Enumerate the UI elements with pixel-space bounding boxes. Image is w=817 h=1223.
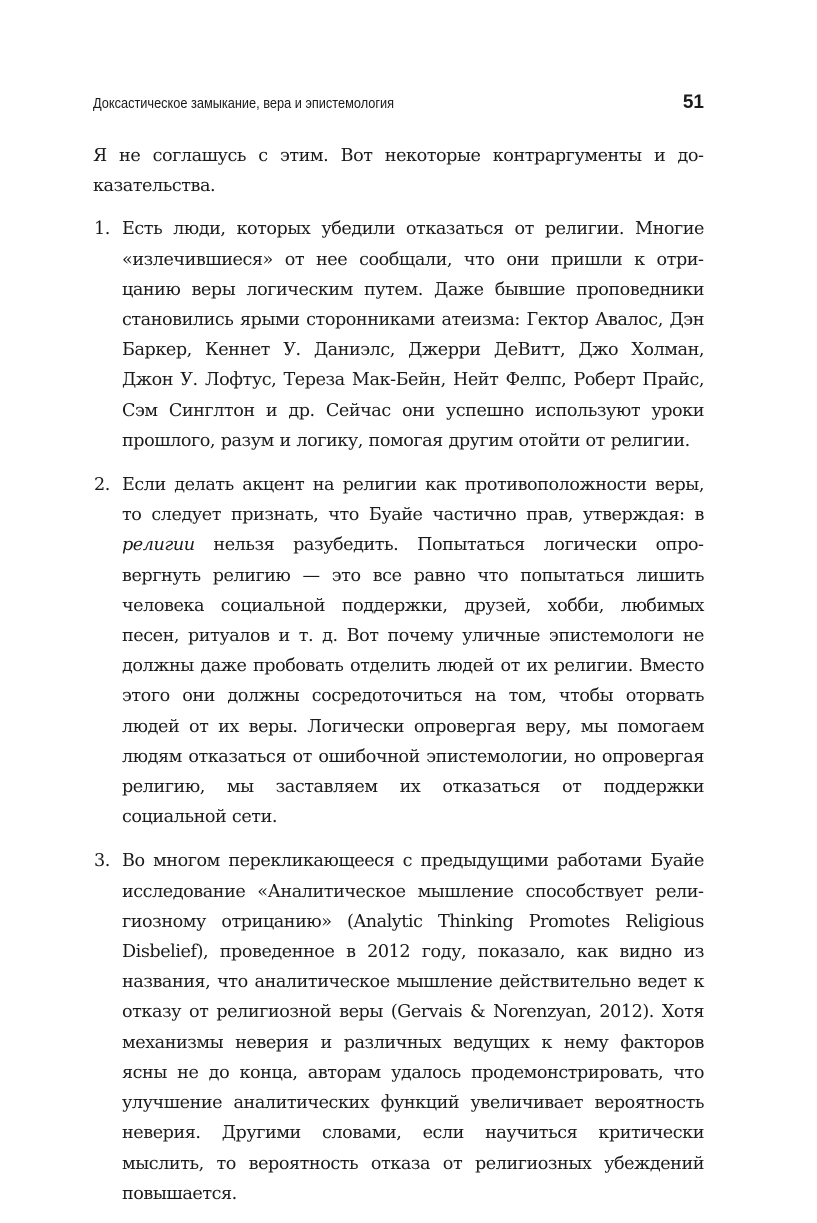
list-item-text [122, 470, 704, 832]
list-item-number: 2. [94, 475, 110, 496]
argument-list [93, 214, 704, 1209]
list-item-text-start: Если делать акцент на религии как противоположности веры, то следует признать, что Буайе частично прав, утверждая: в [122, 475, 704, 526]
list-item-text: Во многом перекликающееся с предыдущими работами Буайе исследование «Аналитическое мышление способствует религиозному отрицанию» (Analytic Thinking Promotes Religious Disbelief), проведенное в 2012 году, показало, как видно из названия, что аналитическое мышление действительно ведет к отказу от религиозной веры (Gervais & Norenzyan, 2012). Хотя механизмы неверия и различных ведущих к нему факторов ясны не до конца, авторам удалось продемонстрировать, что улучшение аналитических функций увеличивает вероятность неверия. Другими словами, если научиться критически мыслить, то вероятность отказа от религиозных убеждений повышается. [122, 851, 704, 1204]
list-item [93, 846, 704, 1208]
list-item [93, 470, 704, 832]
intro-paragraph: Я не соглашусь с этим. Вот некоторые контраргументы и доказательства. [93, 146, 704, 197]
list-item [93, 214, 704, 456]
page-header [93, 94, 704, 118]
page-body [93, 141, 704, 1223]
list-item-number: 1. [94, 219, 110, 240]
running-head: Доксастическое замыкание, вера и эпистемология [93, 96, 395, 112]
list-item-text: Есть люди, которых убедили отказаться от религии. Многие «излечившиеся» от нее сообщали, что они пришли к отрицанию веры логическим путем. Даже бывшие проповедники становились ярыми сторонниками атеизма: Гектор Авалос, Дэн Баркер, Кеннет У. Даниэлс, Джерри ДеВитт, Джо Холман, Джон У. Лофтус, Тереза Мак-Бейн, Нейт Фелпс, Роберт Прайс, Сэм Синглтон и др. Сейчас они успешно используют уроки прошлого, разум и логику, помогая другим отойти от религии. [122, 219, 704, 451]
list-item-text-end: нельзя разубедить. Попытаться логически опровергнуть религию — это все равно что попытаться лишить человека социальной поддержки, друзей, хобби, любимых песен, ритуалов и т. д. Вот почему уличные эпистемологи не должны даже пробовать отделить людей от их религии. Вместо этого они должны сосредоточиться на том, чтобы оторвать людей от их веры. Логически опровергая веру, мы помогаем людям отказаться от ошибочной эпистемологии, но опровергая религию, мы заставляем их отказаться от поддержки социальной сети. [122, 535, 704, 828]
emphasized-word: религии [122, 535, 195, 556]
page-number: 51 [682, 92, 704, 113]
list-item-number: 3. [94, 851, 110, 872]
